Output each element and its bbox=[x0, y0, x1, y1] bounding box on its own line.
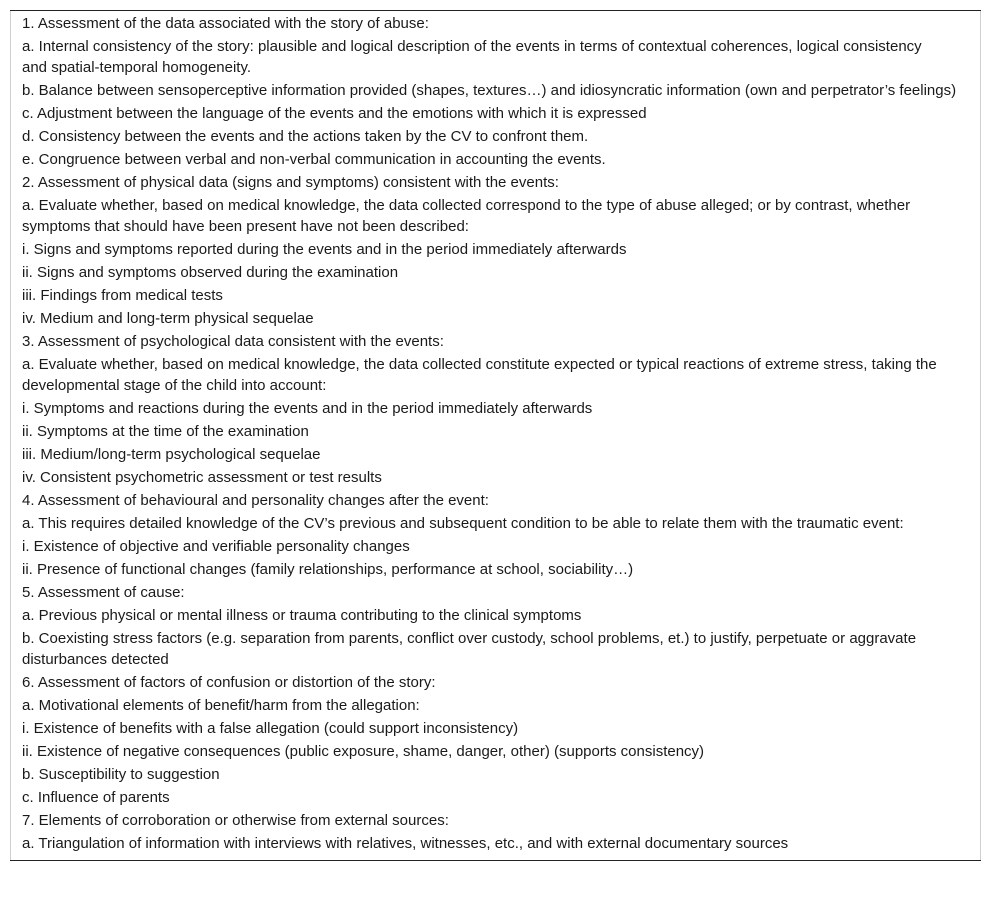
list-item: a. Evaluate whether, based on medical knowledge, the data collected constitute expected or typical reactions of extreme stress, taking the developmental stage of the child into account: bbox=[22, 356, 937, 394]
list-item: 4. Assessment of behavioural and personality changes after the event: bbox=[22, 492, 489, 509]
list-item: e. Congruence between verbal and non-verbal communication in accounting the events. bbox=[22, 151, 606, 168]
list-item: i. Signs and symptoms reported during the events and in the period immediately afterwards bbox=[22, 241, 627, 258]
list-item: i. Existence of benefits with a false allegation (could support inconsistency) bbox=[22, 720, 519, 737]
list-item: a. Previous physical or mental illness or trauma contributing to the clinical symptoms bbox=[22, 607, 582, 624]
list-item: iii. Medium/long-term psychological sequelae bbox=[22, 446, 321, 463]
list-item: a. Motivational elements of benefit/harm from the allegation: bbox=[22, 697, 420, 714]
list-item: 5. Assessment of cause: bbox=[22, 584, 185, 601]
list-item: i. Existence of objective and verifiable personality changes bbox=[22, 538, 410, 555]
list-item: b. Susceptibility to suggestion bbox=[22, 766, 220, 783]
list-item: 3. Assessment of psychological data consistent with the events: bbox=[22, 333, 444, 350]
list-item: a. This requires detailed knowledge of the CV’s previous and subsequent condition to be able to relate them with the traumatic event: bbox=[22, 515, 904, 532]
list-item: b. Coexisting stress factors (e.g. separation from parents, conflict over custody, school problems, et.) to justify, perpetuate or aggravate disturbances detected bbox=[22, 630, 917, 668]
list-item: 6. Assessment of factors of confusion or distortion of the story: bbox=[22, 674, 436, 691]
list-item: b. Balance between sensoperceptive information provided (shapes, textures…) and idiosyncratic information (own and perpetrator’s feelings) bbox=[22, 82, 957, 99]
list-item: iv. Consistent psychometric assessment or test results bbox=[22, 469, 382, 486]
list-item: iv. Medium and long-term physical sequelae bbox=[22, 310, 314, 327]
list-item: c. Adjustment between the language of the events and the emotions with which it is expressed bbox=[22, 105, 647, 122]
list-item: 1. Assessment of the data associated with the story of abuse: bbox=[22, 15, 429, 32]
list-item: i. Symptoms and reactions during the events and in the period immediately afterwards bbox=[22, 400, 593, 417]
assessment-table-body bbox=[10, 11, 981, 860]
list-item: ii. Symptoms at the time of the examination bbox=[22, 423, 309, 440]
list-item: a. Evaluate whether, based on medical knowledge, the data collected correspond to the type of abuse alleged; or by contrast, whether symptoms that should have been present have not been described: bbox=[22, 197, 911, 235]
list-item: a. Triangulation of information with interviews with relatives, witnesses, etc., and with external documentary sources bbox=[22, 835, 789, 852]
list-item: c. Influence of parents bbox=[22, 789, 170, 806]
list-item: d. Consistency between the events and the actions taken by the CV to confront them. bbox=[22, 128, 589, 145]
list-item: 7. Elements of corroboration or otherwise from external sources: bbox=[22, 812, 449, 829]
list-item: ii. Signs and symptoms observed during the examination bbox=[22, 264, 399, 281]
table-row bbox=[11, 11, 981, 860]
list-item: a. Internal consistency of the story: plausible and logical description of the events in terms of contextual coherences, logical consistency and spatial-temporal homogeneity. bbox=[22, 38, 922, 76]
list-item: iii. Findings from medical tests bbox=[22, 287, 223, 304]
table-cell bbox=[11, 11, 981, 860]
list-item: 2. Assessment of physical data (signs and symptoms) consistent with the events: bbox=[22, 174, 559, 191]
list-item: ii. Existence of negative consequences (public exposure, shame, danger, other) (supports consistency) bbox=[22, 743, 705, 760]
assessment-table bbox=[10, 10, 981, 861]
list-item: ii. Presence of functional changes (family relationships, performance at school, sociability…) bbox=[22, 561, 634, 578]
